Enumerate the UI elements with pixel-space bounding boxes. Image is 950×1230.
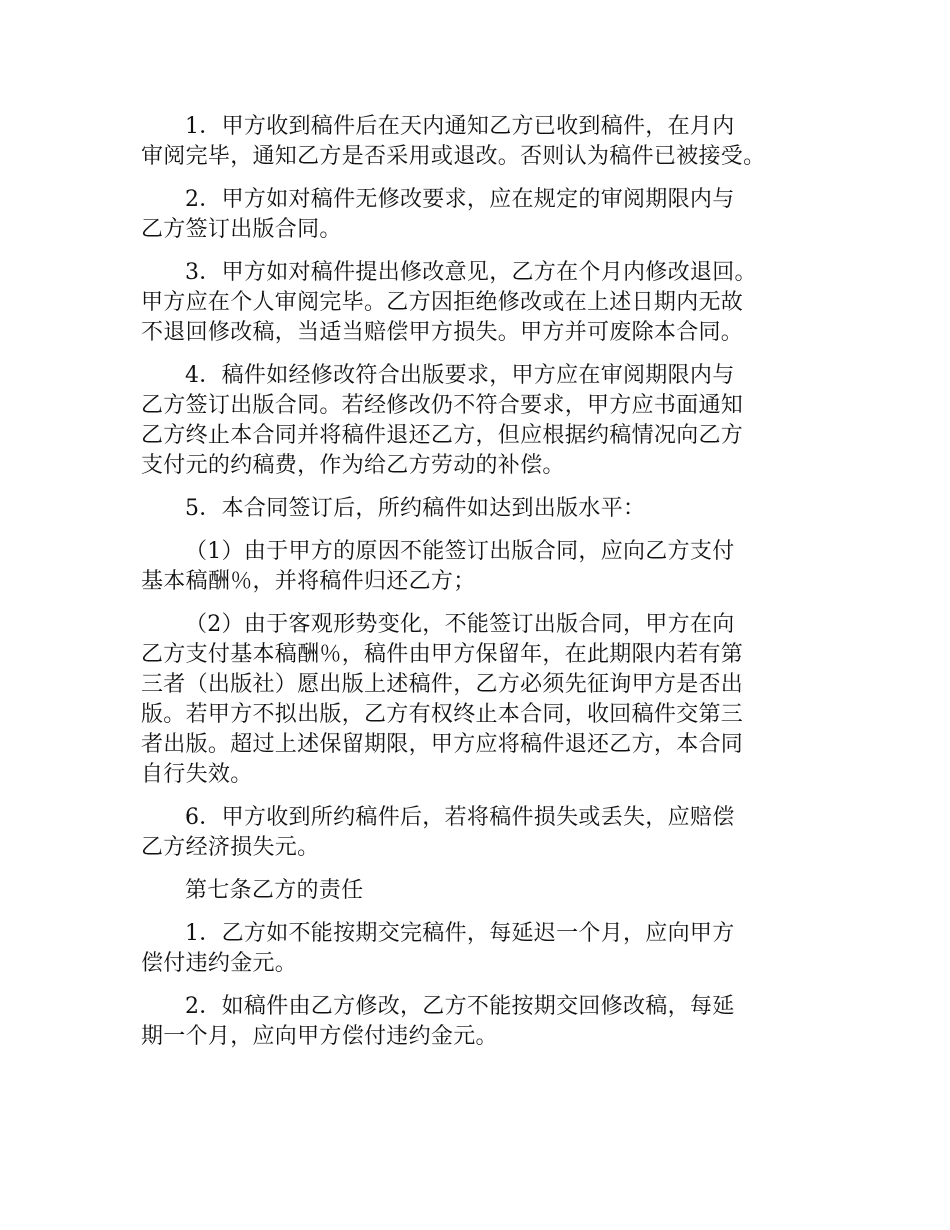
text-line: 1．乙方如不能按期交完稿件，每延迟一个月，应向甲方 bbox=[185, 921, 735, 946]
text-line: 支付元的约稿费，作为给乙方劳动的补偿。 bbox=[141, 453, 565, 478]
section-heading-article-7 bbox=[141, 876, 831, 906]
text-line: 乙方签订出版合同。 bbox=[141, 217, 342, 242]
text-line: 乙方支付基本稿酬％，稿件由甲方保留年，在此期限内若有第 bbox=[141, 642, 744, 667]
text-line: 1．甲方收到稿件后在天内通知乙方已收到稿件，在月内 bbox=[185, 114, 735, 139]
paragraph-revision-outcome bbox=[141, 361, 831, 481]
text-line: 乙方终止本合同并将稿件退还乙方，但应根据约稿情况向乙方 bbox=[141, 423, 744, 448]
text-line: （1）由于甲方的原因不能签订出版合同，应向乙方支付 bbox=[185, 539, 735, 564]
paragraph-subclause-2 bbox=[141, 610, 831, 790]
text-line: 6．甲方收到所约稿件后，若将稿件损失或丢失，应赔偿 bbox=[185, 805, 735, 830]
text-line: 2．甲方如对稿件无修改要求，应在规定的审阅期限内与 bbox=[185, 187, 735, 212]
text-line: 者出版。超过上述保留期限，甲方应将稿件退还乙方，本合同 bbox=[141, 732, 744, 757]
text-line: 甲方应在个人审阅完毕。乙方因拒绝修改或在上述日期内无故 bbox=[141, 290, 744, 315]
paragraph-late-revision bbox=[141, 992, 831, 1052]
text-line: 版。若甲方不拟出版，乙方有权终止本合同，收回稿件交第三 bbox=[141, 702, 744, 727]
text-line: 2．如稿件由乙方修改，乙方不能按期交回修改稿，每延 bbox=[185, 994, 735, 1019]
text-line: （2）由于客观形势变化，不能签订出版合同，甲方在向 bbox=[185, 612, 735, 637]
paragraph-late-delivery bbox=[141, 919, 831, 979]
text-line: 基本稿酬％，并将稿件归还乙方； bbox=[141, 569, 476, 594]
text-line: 三者（出版社）愿出版上述稿件，乙方必须先征询甲方是否出 bbox=[141, 672, 744, 697]
paragraph-revision-request bbox=[141, 258, 831, 348]
paragraph-no-revision bbox=[141, 185, 831, 245]
paragraph-review-notice bbox=[141, 112, 831, 172]
paragraph-subclause-1 bbox=[141, 537, 831, 597]
text-line: 乙方经济损失元。 bbox=[141, 835, 320, 860]
text-line: 期一个月，应向甲方偿付违约金元。 bbox=[141, 1024, 498, 1049]
text-line: 第七条乙方的责任 bbox=[185, 878, 364, 903]
text-line: 4．稿件如经修改符合出版要求，甲方应在审阅期限内与 bbox=[185, 363, 735, 388]
text-line: 5．本合同签订后，所约稿件如达到出版水平： bbox=[185, 496, 646, 521]
text-line: 乙方签订出版合同。若经修改仍不符合要求，甲方应书面通知 bbox=[141, 393, 744, 418]
document-body bbox=[141, 112, 831, 1065]
text-line: 偿付违约金元。 bbox=[141, 951, 298, 976]
paragraph-loss-compensation bbox=[141, 803, 831, 863]
text-line: 自行失效。 bbox=[141, 762, 253, 787]
text-line: 3．甲方如对稿件提出修改意见，乙方在个月内修改退回。 bbox=[185, 260, 757, 285]
text-line: 不退回修改稿，当适当赔偿甲方损失。甲方并可废除本合同。 bbox=[141, 320, 744, 345]
paragraph-publishing-level bbox=[141, 494, 831, 524]
text-line: 审阅完毕，通知乙方是否采用或退改。否则认为稿件已被接受。 bbox=[141, 144, 766, 169]
